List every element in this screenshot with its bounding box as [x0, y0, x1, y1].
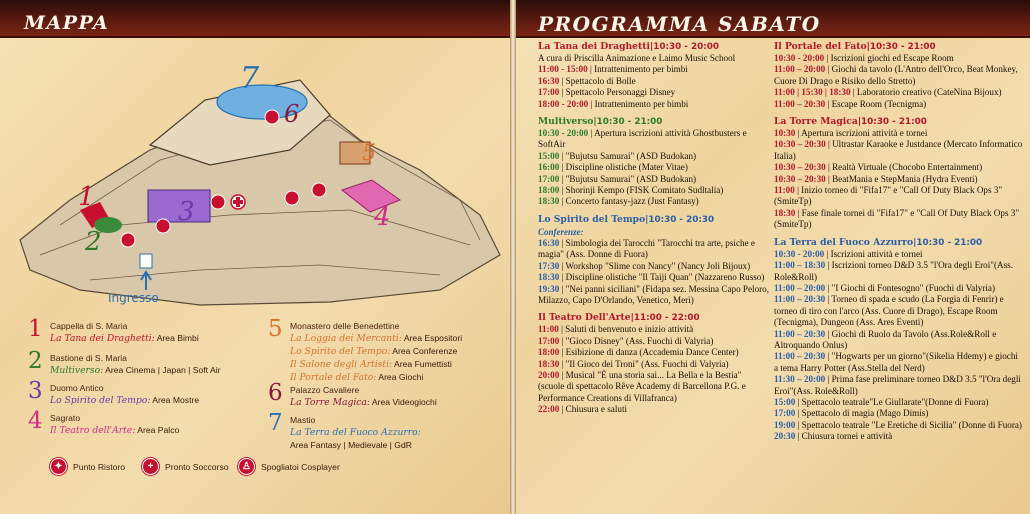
entry-text: | Iscrizioni giochi ed Escape Room [824, 53, 954, 63]
legend-item-5: 5 Monastero delle Benedettine La Loggia dei Mercanti: Area Espositori Lo Spirito del Tempo: Area Conferenze Il Salone degli Artisti: Area Fumettisti Il Portale del Fato: Area Giochi [268, 316, 463, 383]
legend-item-7: 7 Mastio La Terra del Fuoco Azzurro: Area Fantasy | Medievale | GdR [268, 410, 421, 450]
entry-time: 16:30 [538, 75, 560, 86]
program-entry [774, 87, 1024, 98]
map-marker-1: 1 [78, 182, 95, 212]
section-heading [538, 41, 770, 53]
castle-map [0, 40, 510, 320]
program-entry [538, 53, 770, 64]
entry-time: 11:00 – 20:30 [774, 98, 826, 109]
program-header [516, 0, 1030, 38]
map-title: MAPPA [24, 12, 110, 34]
section-hours: |10:30 - 21:00 [866, 42, 936, 52]
program-column-1 [538, 41, 770, 422]
program-entry [774, 162, 1024, 173]
entry-time: 11:00 – 18:30 [774, 260, 826, 271]
entry-time: 18:30 [538, 272, 560, 283]
program-entry [538, 347, 770, 358]
entry-text: | Laboratorio creativo (CateNina Bijoux) [850, 87, 1002, 98]
section-name: La Tana dei Draghetti [538, 41, 650, 52]
program-entry [774, 408, 1024, 419]
program-entry [774, 208, 1024, 231]
program-entry [774, 128, 1024, 139]
first-aid-icon: + [142, 458, 159, 475]
entry-time: 18:00 [538, 347, 560, 358]
program-entry [538, 284, 770, 307]
entry-text: | Discipline olistiche "Il Taiji Quan" (Nazzareno Russo) [559, 272, 765, 283]
section-hours: |11:00 - 22:00 [630, 313, 700, 324]
section-hours: |10:30 - 20:00 [650, 42, 719, 52]
section-heading [538, 116, 770, 128]
entry-text: | Chiusura tornei e attività [795, 431, 893, 442]
entry-time: 10:30 - 20:00 [774, 53, 825, 63]
service-cosplay: ♙ Spogliatoi Cosplayer [238, 458, 340, 475]
program-entry [538, 336, 770, 347]
section-name: Lo Spirito del Tempo [538, 213, 646, 225]
map-marker-6: 6 [284, 100, 300, 128]
entry-time: 22:00 [538, 404, 560, 415]
entry-text: | Discipline olistiche (Mater Vitae) [559, 162, 688, 173]
program-entry [538, 64, 770, 75]
entry-time: 10:30 [774, 128, 796, 139]
section-heading [538, 214, 770, 226]
entry-text: | Apertura iscrizioni attività e tornei [795, 128, 928, 139]
entry-text: | Fase finale tornei di "Fifa17" e "Call Of Duty Black Ops 3" (SmiteTp) [774, 207, 1020, 230]
section-heading [774, 237, 1024, 249]
program-entry [538, 99, 770, 110]
program-section [774, 41, 1024, 110]
program-entry [538, 359, 770, 370]
entry-text: | "Gioco Disney" (Ass. Fuochi di Valyria) [559, 335, 714, 346]
cosplay-dressing-icon: ♙ [238, 458, 255, 475]
program-entry [774, 139, 1024, 162]
service-food: ✦ Punto Ristoro [50, 458, 125, 475]
legend-item-3: 3 Duomo Antico Lo Spirito del Tempo: Area Mostre [28, 378, 200, 406]
entry-time: 18:30 [538, 358, 560, 369]
program-entry [774, 431, 1024, 442]
entry-text: | Spettacolo Personaggi Disney [559, 87, 676, 98]
program-section [538, 214, 770, 306]
section-hours: |10:30 - 21:00 [913, 237, 983, 248]
entry-time: 18:30 [538, 196, 560, 207]
program-section [538, 41, 770, 110]
section-hours: |10:30 - 21:00 [593, 117, 663, 128]
entry-time: 15:00 [774, 396, 796, 407]
entry-time: 11:30 – 20:00 [774, 374, 826, 385]
entry-time: 19:30 [538, 283, 560, 294]
entry-text: | Prima fase preliminare torneo D&D 3.5 "l'Ora degli Eroi"(Ass. Role&Roll) [774, 374, 1021, 396]
entry-text: | Intrattenimento per bimbi [588, 98, 689, 109]
program-entry [774, 53, 1024, 64]
entry-text: | Spettacolo di magia (Mago Dimis) [795, 408, 929, 419]
services-legend [50, 456, 510, 478]
program-entry [774, 294, 1024, 328]
entry-text: | Giochi da tavolo (L'Antro dell'Orco, Beat Monkey, Cuore Di Drago e Risiko dello Stretto) [774, 64, 1018, 86]
program-title: PROGRAMMA SABATO [538, 12, 821, 36]
entry-time: 11:00 – 20:00 [774, 64, 826, 75]
program-entry [538, 87, 770, 98]
entry-text: | Spettacolo teatrale "Le Eretiche di Sicilia" (Donne di Fuora) [795, 419, 1022, 430]
entry-time: 18:00 - 20:00 [538, 98, 589, 109]
entry-text: | Simbologia dei Tarocchi "Tarocchi tra arte, psiche e magia" (Ass. Donne di Fuora) [538, 237, 755, 260]
entry-time: 11:00 – 20:30 [774, 328, 826, 339]
entry-text: | Musical "È una storia sai... La Bella e la Bestia" (scuole di spettacolo Rêve Academy di Barcellona P.G. e Performance Creations di Villafranca) [538, 369, 746, 403]
entry-text: | Iscrizioni attività e tornei [824, 248, 923, 259]
entry-time: 19:00 [774, 419, 796, 430]
entry-time: 20:30 [774, 431, 796, 442]
program-column-2 [774, 41, 1024, 449]
entry-time: 15:00 [538, 150, 560, 161]
entry-text: | "Bujutsu Samurai" (ASD Budokan) [559, 150, 697, 161]
program-entry [538, 238, 770, 261]
first-aid-icon [231, 195, 245, 209]
entry-text: | "Nei panni siciliani" (Fidapa sez. Messina Capo Peloro, Milazzo, Capo D'Orlando, Venetico, Merì) [538, 283, 770, 305]
program-entry [774, 351, 1024, 374]
section-name: La Torre Magica [774, 116, 858, 128]
entry-time: 17:00 [538, 173, 560, 184]
section-heading [538, 312, 770, 324]
entry-text: | "Bujutsu Samurai" (ASD Budokan) [559, 173, 697, 184]
program-section [774, 237, 1024, 443]
program-page [516, 0, 1030, 514]
entry-time: 11:00 [774, 185, 795, 196]
program-entry [538, 185, 770, 196]
program-entry [538, 404, 770, 415]
map-marker-3: 3 [178, 197, 195, 227]
entry-text: | Realtà Virtuale (Chocobo Entertainment) [825, 162, 983, 173]
program-entry [538, 151, 770, 162]
program-entry [774, 260, 1024, 283]
entry-time: 11:00 | 15:30 | 18:30 [774, 87, 851, 98]
entry-time: 17:30 [538, 260, 560, 271]
program-entry [774, 99, 1024, 110]
program-entry [774, 420, 1024, 431]
entry-text: | "I Giochi di Fontesogno" (Fuochi di Valyria) [825, 282, 995, 293]
section-heading [774, 41, 1024, 53]
program-entry [538, 128, 770, 151]
program-entry [538, 76, 770, 87]
entry-time: 16:30 [538, 237, 560, 248]
program-entry [538, 174, 770, 185]
map-marker-2: 2 [85, 227, 102, 257]
map-marker-7: 7 [240, 61, 260, 96]
entry-text: | Saluti di benvenuto e inizio attività [558, 324, 694, 335]
entry-time: 11:00 [538, 324, 559, 335]
map-legend [28, 316, 510, 458]
entry-text: | Concerto fantasy-jazz (Just Fantasy) [559, 196, 699, 207]
entry-text: A cura di Priscilla Animazione e Laimo Music School [538, 53, 736, 63]
program-entry [538, 324, 770, 335]
entry-text: | Inizio torneo di "Fifa17" e "Call Of Duty Black Ops 3" (SmiteTp) [774, 185, 1003, 207]
map-marker-5: 5 [362, 141, 376, 166]
service-first-aid: + Pronto Soccorso [142, 458, 229, 475]
program-section [538, 312, 770, 415]
entry-text: | Chiusura e saluti [559, 404, 628, 415]
entry-text: | Giochi di Ruolo da Tavolo (Ass.Role&Roll e Altroquando Onlus) [774, 328, 997, 350]
entry-time: 10:30 – 20:30 [774, 139, 826, 150]
entry-time: 10:30 - 20:00 [538, 128, 589, 139]
map-marker-4: 4 [374, 202, 391, 232]
entry-text: | Apertura iscrizioni attività Ghostbusters e SoftAir [538, 128, 747, 150]
entry-time: 18:00 [538, 185, 560, 196]
section-hours: |10:30 - 20:30 [645, 214, 715, 225]
section-heading [774, 116, 1024, 128]
entry-text: | "Hogwarts per un giorno"(Sikelia Hdemy) e giochi a tema Harry Potter (Ass.Stella del Nerd) [774, 351, 1018, 373]
entry-text: | Ultrastar Karaoke e Justdance (Mercato Informatico Italia) [774, 139, 1023, 161]
entry-time: 11:00 – 20:30 [774, 351, 826, 362]
program-entry [538, 196, 770, 207]
program-section [774, 116, 1024, 231]
cosplay-dressing-icon [156, 219, 170, 233]
program-entry [774, 185, 1024, 208]
entry-text: | Intrattenimento per bimbi [587, 64, 688, 75]
entry-time: 18:30 [774, 207, 796, 218]
program-entry [774, 397, 1024, 408]
entry-text: | Torneo di spada e scudo (La Forgia di Fenrir) e torneo di tiro con l'arco (Ass. Cuore di Drago), Escape Room (Tecnigma), Dungeon (Ass. Ares Eventi) [774, 294, 1004, 328]
section-hours: |10:30 - 21:00 [857, 117, 927, 128]
entry-time: 11:00 - 15:00 [538, 64, 588, 75]
section-name: La Terra del Fuoco Azzurro [774, 236, 914, 248]
entry-time: 17:00 [774, 408, 796, 419]
program-entry [774, 374, 1024, 397]
entry-time: 11:00 – 20:30 [774, 294, 826, 305]
section-name: Il Teatro Dell'Arte [538, 312, 631, 324]
legend-item-2: 2 Bastione di S. Maria Multiverso: Area Cinema | Japan | Soft Air [28, 348, 221, 376]
program-entry [774, 329, 1024, 352]
program-entry [538, 162, 770, 173]
entry-time: 17:00 [538, 87, 560, 98]
entry-time: 10:30 – 20:30 [774, 173, 826, 184]
entry-time: 10:30 - 20:00 [774, 248, 825, 259]
entry-text: | BeatMania e StepMania (Hydra Eventi) [825, 173, 978, 184]
legend-item-4: 4 Sagrato Il Teatro dell'Arte: Area Palco [28, 408, 180, 436]
legend-item-6: 6 Palazzo Cavaliere La Torre Magica: Area Videogiochi [268, 380, 437, 408]
entry-time: 20:00 [538, 369, 560, 380]
program-section [538, 116, 770, 208]
program-entry [774, 283, 1024, 294]
section-name: Multiverso [538, 116, 594, 128]
entry-time: 11:00 – 20:00 [774, 282, 826, 293]
entry-time: 16:00 [538, 162, 560, 173]
entry-text: | Spettacolo di Bolle [559, 75, 636, 86]
entrance-label: Ingresso [108, 291, 159, 305]
entry-text: | Esibizione di danza (Accademia Dance Center) [559, 347, 739, 358]
entry-text: | Spettacolo teatrale"Le Giullarate"(Donne di Fuora) [795, 396, 989, 407]
program-entry [774, 174, 1024, 185]
entry-text: | "Il Gioco dei Troni" (Ass. Fuochi di Valyria) [559, 358, 729, 369]
entry-time: 10:30 – 20:30 [774, 162, 826, 173]
program-entry [538, 370, 770, 404]
section-name: Il Portale del Fato [774, 41, 867, 52]
program-entry [538, 272, 770, 283]
map-page [0, 0, 510, 514]
entry-text: | Escape Room (Tecnigma) [825, 98, 927, 109]
section-subheading: Conferenze: [538, 226, 584, 237]
food-point-icon: ✦ [50, 458, 67, 475]
entry-text: | Iscrizioni torneo D&D 3.5 "l'Ora degli Eroi"(Ass. Role&Roll) [774, 260, 1014, 282]
entry-time: 17:00 [538, 335, 560, 346]
map-header [0, 0, 510, 38]
entry-text: | Shorinji Kempo (FISK Comitato Sudltalia) [559, 185, 724, 196]
program-entry [538, 261, 770, 272]
program-entry [774, 249, 1024, 260]
legend-item-1: 1 Cappella di S. Maria La Tana dei Draghetti: Area Bimbi [28, 316, 199, 344]
program-entry [774, 64, 1024, 87]
entry-text: | Workshop "Slime con Nancy" (Nancy Joli Bijoux) [559, 260, 751, 271]
